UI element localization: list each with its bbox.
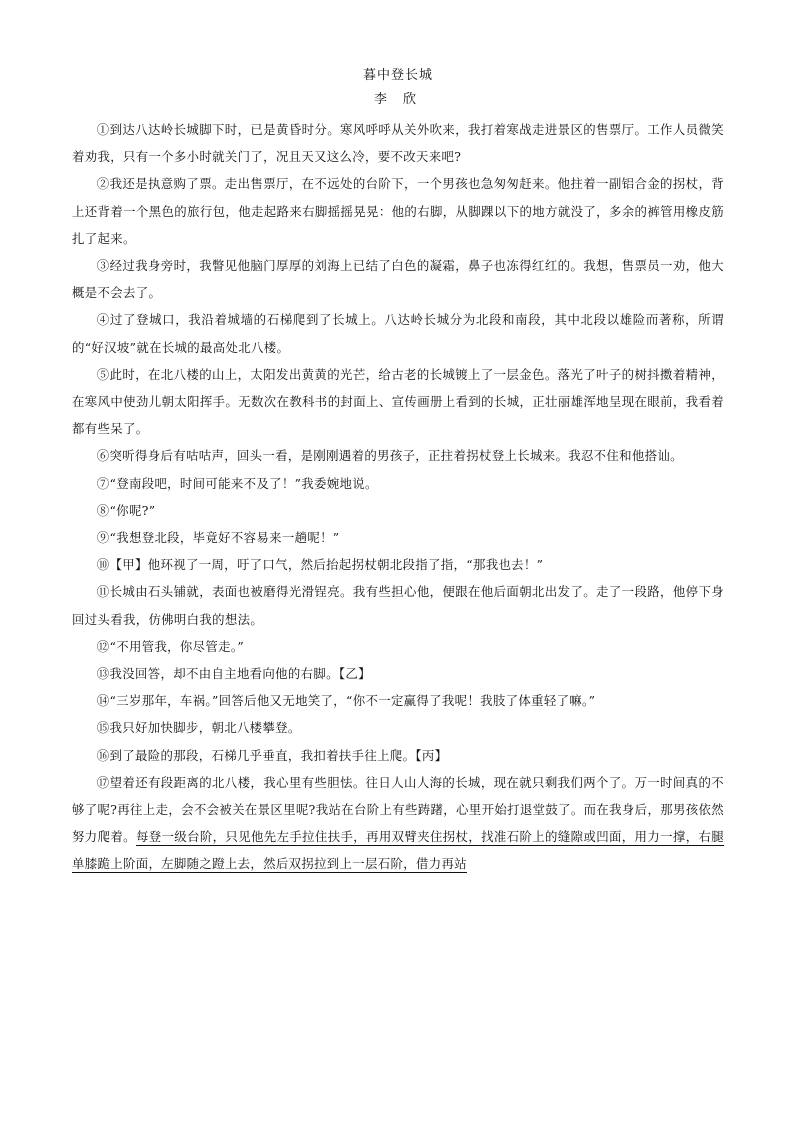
paragraph-13: ⑬我没回答，却不由自主地看向他的右脚。【乙】 (96, 666, 371, 682)
paragraph-17-underlined-text: 每登一级台阶，只见他先左手拉住扶手，再用双臂夹住拐杖，找准石阶上的缝隙或凹面，用力一撑，右腿单膝跪上阶面，左脚随之蹬上去，然后双拐拉到上一层石阶，借力再站 (72, 829, 725, 872)
paragraph-7: ⑦“登南段吧，时间可能来不及了！”我委婉地说。 (96, 475, 378, 491)
paragraph-5: ⑤此时，在北八楼的山上，太阳发出黄黄的光芒，给古老的长城镀上了一层金色。落光了叶子的树抖擞着精神，在寒风中使劲儿朝太阳挥手。无数次在教科书的封面上、宣传画册上看到的长城，正壮丽雄浑地呈现在眼前，我看着都有些呆了。 (72, 366, 724, 437)
article-author: 李 欣 (373, 92, 423, 107)
paragraph-9: ⑨“我想登北段，毕竟好不容易来一趟呢！” (96, 530, 340, 546)
paragraph-17 (72, 769, 724, 878)
paragraph-12: ⑫“不用管我，你尽管走。” (96, 638, 245, 654)
paragraph-14: ⑭“三岁那年，车祸。”回答后他又无地笑了，“你不一定赢得了我呢！我肢了体重轻了嘛。” (96, 693, 596, 709)
paragraph-3: ③经过我身旁时，我瞥见他脑门厚厚的刘海上已结了白色的凝霜，鼻子也冻得红红的。我想，售票员一劝，他大概是不会去了。 (72, 258, 724, 301)
paragraph-16: ⑯到了最险的那段，石梯几乎垂直，我扣着扶手往上爬。【丙】 (96, 747, 448, 763)
paragraph-4: ④过了登城口，我沿着城墙的石梯爬到了长城上。八达岭长城分为北段和南段，其中北段以雄险而著称，所谓的“好汉坡”就在长城的最高处北八楼。 (72, 312, 724, 355)
article-title: 暮中登长城 (362, 68, 433, 83)
paragraph-8: ⑧“你呢?” (96, 502, 156, 518)
paragraph-10: ⑩【甲】他环视了一周，吁了口气，然后抬起拐杖朝北段指了指，“那我也去！” (96, 557, 544, 573)
document-page (72, 60, 724, 878)
paragraph-15: ⑮我只好加快脚步，朝北八楼攀登。 (96, 720, 301, 736)
paragraph-11: ⑪长城由石头铺就，表面也被磨得光滑锃亮。我有些担心他，便跟在他后面朝北出发了。走了一段路，他停下身回过头看我，仿佛明白我的想法。 (72, 584, 724, 627)
paragraph-17-text: ⑰望着还有段距离的北八楼，我心里有些胆怯。往日人山人海的长城，现在就只剩我们两个了。万一时间真的不够了呢?再往上走，会不会被关在景区里呢?我站在台阶上有些踌躇，心里开始打退堂鼓了。而在我身后，那男孩依然努力爬着。 (72, 774, 724, 845)
paragraph-2: ②我还是执意购了票。走出售票厅，在不远处的台阶下，一个男孩也急匆匆赶来。他拄着一副铝合金的拐杖，背上还背着一个黑色的旅行包，他走起路来右脚摇摇晃晃：他的右脚，从脚踝以下的地方就没了，多余的裤管用橡皮筋扎了起来。 (72, 176, 724, 246)
paragraph-1: ①到达八达岭长城脚下时，已是黄昏时分。寒风呼呼从关外吹来，我打着寒战走进景区的售票厅。工作人员微笑着劝我，只有一个多小时就关门了，况且天又这么冷，要不改天来吧? (72, 122, 724, 165)
paragraph-6: ⑥突听得身后有咕咕声，回头一看，是刚刚遇着的男孩子，正拄着拐杖登上长城来。我忍不住和他搭讪。 (96, 448, 683, 464)
